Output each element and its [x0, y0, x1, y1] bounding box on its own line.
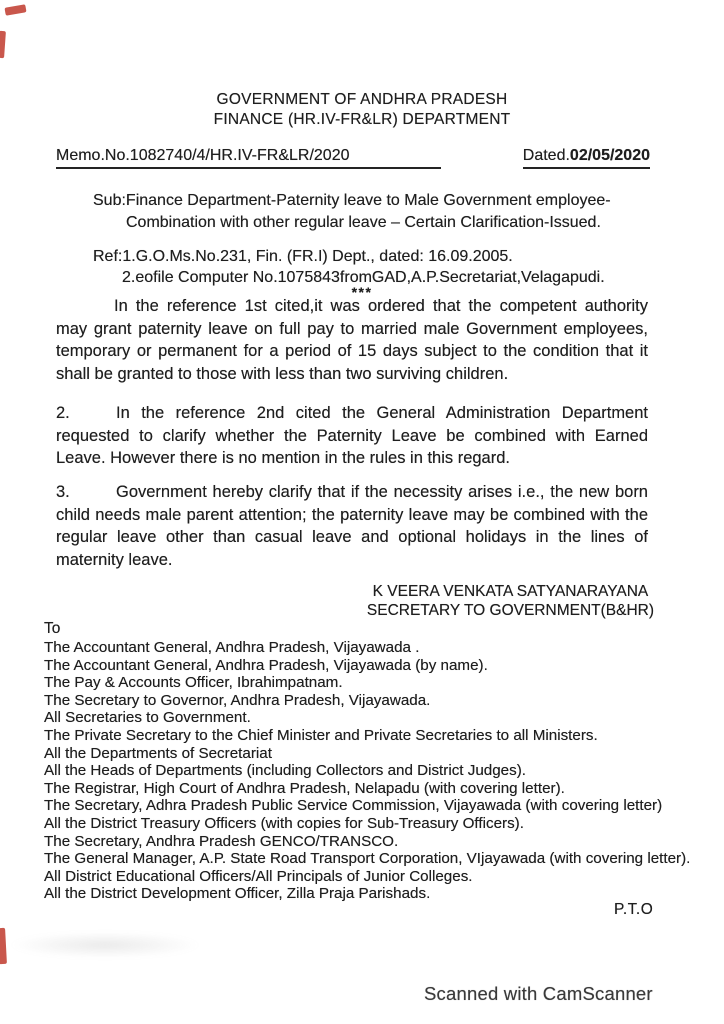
scan-artifact-red-left-edge: [0, 31, 6, 58]
signatory-name: K VEERA VENKATA SATYANARAYANA: [372, 583, 649, 600]
reference-line-1: Ref:1.G.O.Ms.No.231, Fin. (FR.I) Dept., dated: 16.09.2005.: [93, 248, 513, 265]
list-item: All the Departments of Secretariat: [44, 744, 272, 762]
department-title: FINANCE (HR.IV-FR&LR) DEPARTMENT: [213, 111, 511, 128]
paragraph-3-text: Government hereby clarify that if the necessity arises i.e., the new born child needs male parent attention; the paternity leave may be combined with the regular leave other than casual leave and optional holidays in the lines of maternity leave.: [56, 483, 648, 569]
government-title: GOVERNMENT OF ANDHRA PRADESH: [216, 91, 508, 108]
pto-note: P.T.O: [614, 901, 654, 918]
paragraph-3-number: 3.: [56, 483, 70, 501]
subject-line-2: Combination with other regular leave – Certain Clarification-Issued.: [126, 213, 601, 231]
paragraph-3: [56, 481, 648, 571]
date-value: 02/05/2020: [569, 147, 650, 164]
list-item: The Private Secretary to the Chief Minister and Private Secretaries to all Ministers.: [44, 726, 598, 744]
list-item: All the District Treasury Officers (with copies for Sub-Treasury Officers).: [44, 814, 524, 832]
list-item: The Accountant General, Andhra Pradesh, Vijayawada .: [44, 639, 420, 656]
to-label: To: [44, 620, 61, 637]
list-item: The Secretary, Adhra Pradesh Public Service Commission, Vijayawada (with covering letter): [44, 797, 663, 815]
subject-block: [93, 190, 611, 233]
paragraph-2-text: In the reference 2nd cited the General Administration Department requested to clarify whether the Paternity Leave be combined with Earned Leave. However there is no mention in the rules in this regard.: [56, 404, 648, 467]
camscanner-watermark: Scanned with CamScanner: [424, 983, 653, 1004]
signature-block: [367, 583, 654, 620]
scan-smudge: [10, 932, 200, 958]
list-item: The Secretary, Andhra Pradesh GENCO/TRANSCO.: [44, 832, 399, 850]
reference-line-2: 2.eofile Computer No.1075843fromGAD,A.P.Secretariat,Velagapudi.: [122, 268, 605, 286]
paragraph-2: [56, 402, 648, 470]
reference-block: [93, 247, 605, 288]
list-item: All Secretaries to Government.: [44, 709, 251, 727]
paragraph-1: [56, 295, 648, 385]
letterhead: [0, 90, 724, 130]
list-item: The Accountant General, Andhra Pradesh, Vijayawada (by name).: [44, 656, 488, 674]
list-item: The General Manager, A.P. State Road Transport Corporation, VIjayawada (with covering letter).: [44, 850, 691, 868]
list-item: The Secretary to Governor, Andhra Pradesh, Vijayawada.: [44, 691, 431, 709]
subject-line-1: Sub:Finance Department-Paternity leave to Male Government employee-: [93, 192, 611, 209]
list-item: All District Educational Officers/All Principals of Junior Colleges.: [44, 867, 473, 885]
signatory-designation: SECRETARY TO GOVERNMENT(B&HR): [366, 601, 654, 619]
paragraph-1-text: In the reference 1st cited,it was ordered that the competent authority may grant paternity leave on full pay to married male Government employees, temporary or permanent for a period of 15 days subject to the condition that it shall be granted to those with less than two surviving children.: [56, 297, 648, 383]
list-item: The Registrar, High Court of Andhra Pradesh, Nelapadu (with covering letter).: [44, 779, 565, 797]
memo-date: [523, 147, 650, 169]
scan-artifact-red-top-left: [4, 4, 26, 16]
list-item: All the District Development Officer, Zilla Praja Parishads.: [44, 885, 431, 903]
memo-number-row: [56, 147, 650, 169]
scan-artifact-red-bottom-left: [0, 928, 7, 964]
memo-number: Memo.No.1082740/4/HR.IV-FR&LR/2020: [56, 147, 441, 169]
paragraph-2-number: 2.: [56, 404, 70, 422]
list-item: The Pay & Accounts Officer, Ibrahimpatnam.: [44, 674, 343, 692]
list-item: All the Heads of Departments (including Collectors and District Judges).: [44, 762, 526, 780]
separator-stars: ***: [351, 284, 373, 300]
distribution-list: [44, 639, 692, 903]
dated-label: Dated.: [522, 147, 570, 164]
